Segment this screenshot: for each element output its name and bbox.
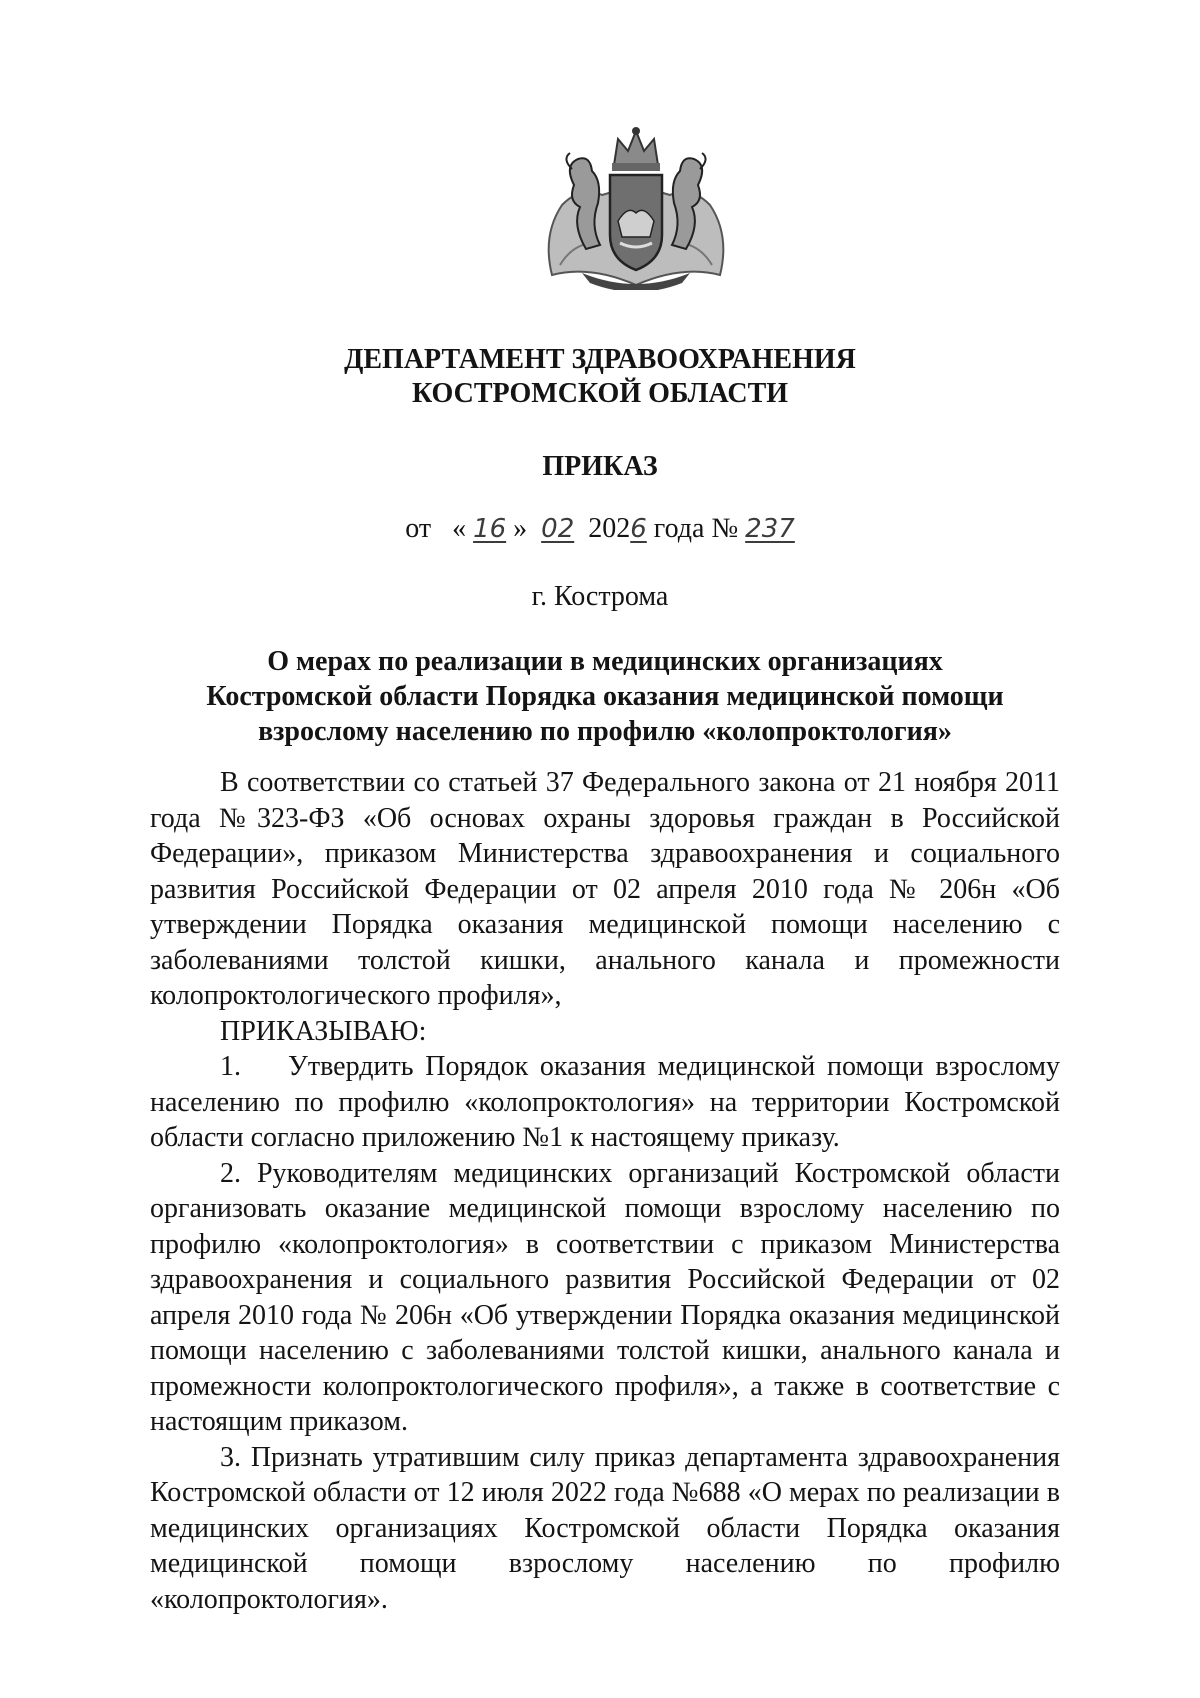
item-2-paragraph: 2. Руководителям медицинских организаций Костромской области организовать оказание медицинской помощи взрослому населению по профилю «колопроктология» в соответствии с приказом Министерства здравоохранения и социального развития Российской Федерации от 02 апреля 2010 года № 206н «Об утверждении Порядка оказания медицинской помощи населению с заболеваниями толстой кишки, анального канала и промежности колопроктологического профиля», а также в соответствие с настоящим приказом.	[150, 1157, 1060, 1437]
department-line-1: ДЕПАРТАМЕНТ ЗДРАВООХРАНЕНИЯ	[344, 344, 856, 375]
order-label: ПРИКАЗ	[542, 451, 658, 482]
order-number: 237	[745, 514, 795, 544]
date-year-handwritten: 6	[630, 514, 647, 544]
date-year-printed: 202	[588, 513, 631, 544]
order-title-line-2: Костромской области Порядка оказания медицинской помощи	[206, 681, 1004, 712]
command-word: ПРИКАЗЫВАЮ:	[220, 1015, 427, 1047]
date-prefix: от	[405, 513, 432, 544]
order-title-line-1: О мерах по реализации в медицинских организациях	[267, 646, 943, 677]
order-body	[150, 765, 1067, 1617]
coat-of-arms-emblem	[532, 125, 740, 290]
department-line-2: КОСТРОМСКОЙ ОБЛАСТИ	[411, 378, 789, 409]
order-title	[150, 644, 1060, 749]
coat-of-arms-icon	[532, 125, 740, 290]
date-open-quote: «	[452, 513, 467, 544]
preamble-paragraph: В соответствии со статьей 37 Федерального закона от 21 ноября 2011 года №323-ФЗ «Об основах охраны здоровья граждан в Российской Федерации», приказом Министерства здравоохранения и социального развития Российской Федерации от 02 апреля 2010 года № 206н «Об утверждении Порядка оказания медицинской помощи населению с заболеваниями толстой кишки, анального канала и промежности колопроктологического профиля»,	[150, 767, 1060, 1011]
item-3-paragraph: 3. Признать утратившим силу приказ департамента здравоохранения Костромской области от 12 июля 2022 года №688 «О мерах по реализации в медицинских организациях Костромской области Порядка оказания медицинской помощи взрослому населению по профилю «колопроктология».	[150, 1441, 1060, 1615]
date-close-quote: »	[513, 513, 528, 544]
item-1-paragraph: 1. Утвердить Порядок оказания медицинской помощи взрослому населению по профилю «колопроктология» на территории Костромской области согласно приложению №1 к настоящему приказу.	[150, 1051, 1067, 1153]
department-heading	[0, 343, 1200, 411]
date-month: 02	[541, 514, 575, 544]
order-date-line	[0, 512, 1200, 546]
date-day: 16	[473, 514, 507, 544]
city-name: г. Кострома	[531, 581, 669, 612]
date-year-suffix: года №	[653, 513, 739, 544]
order-title-line-3: взрослому населению по профилю «колопроктология»	[258, 716, 952, 747]
